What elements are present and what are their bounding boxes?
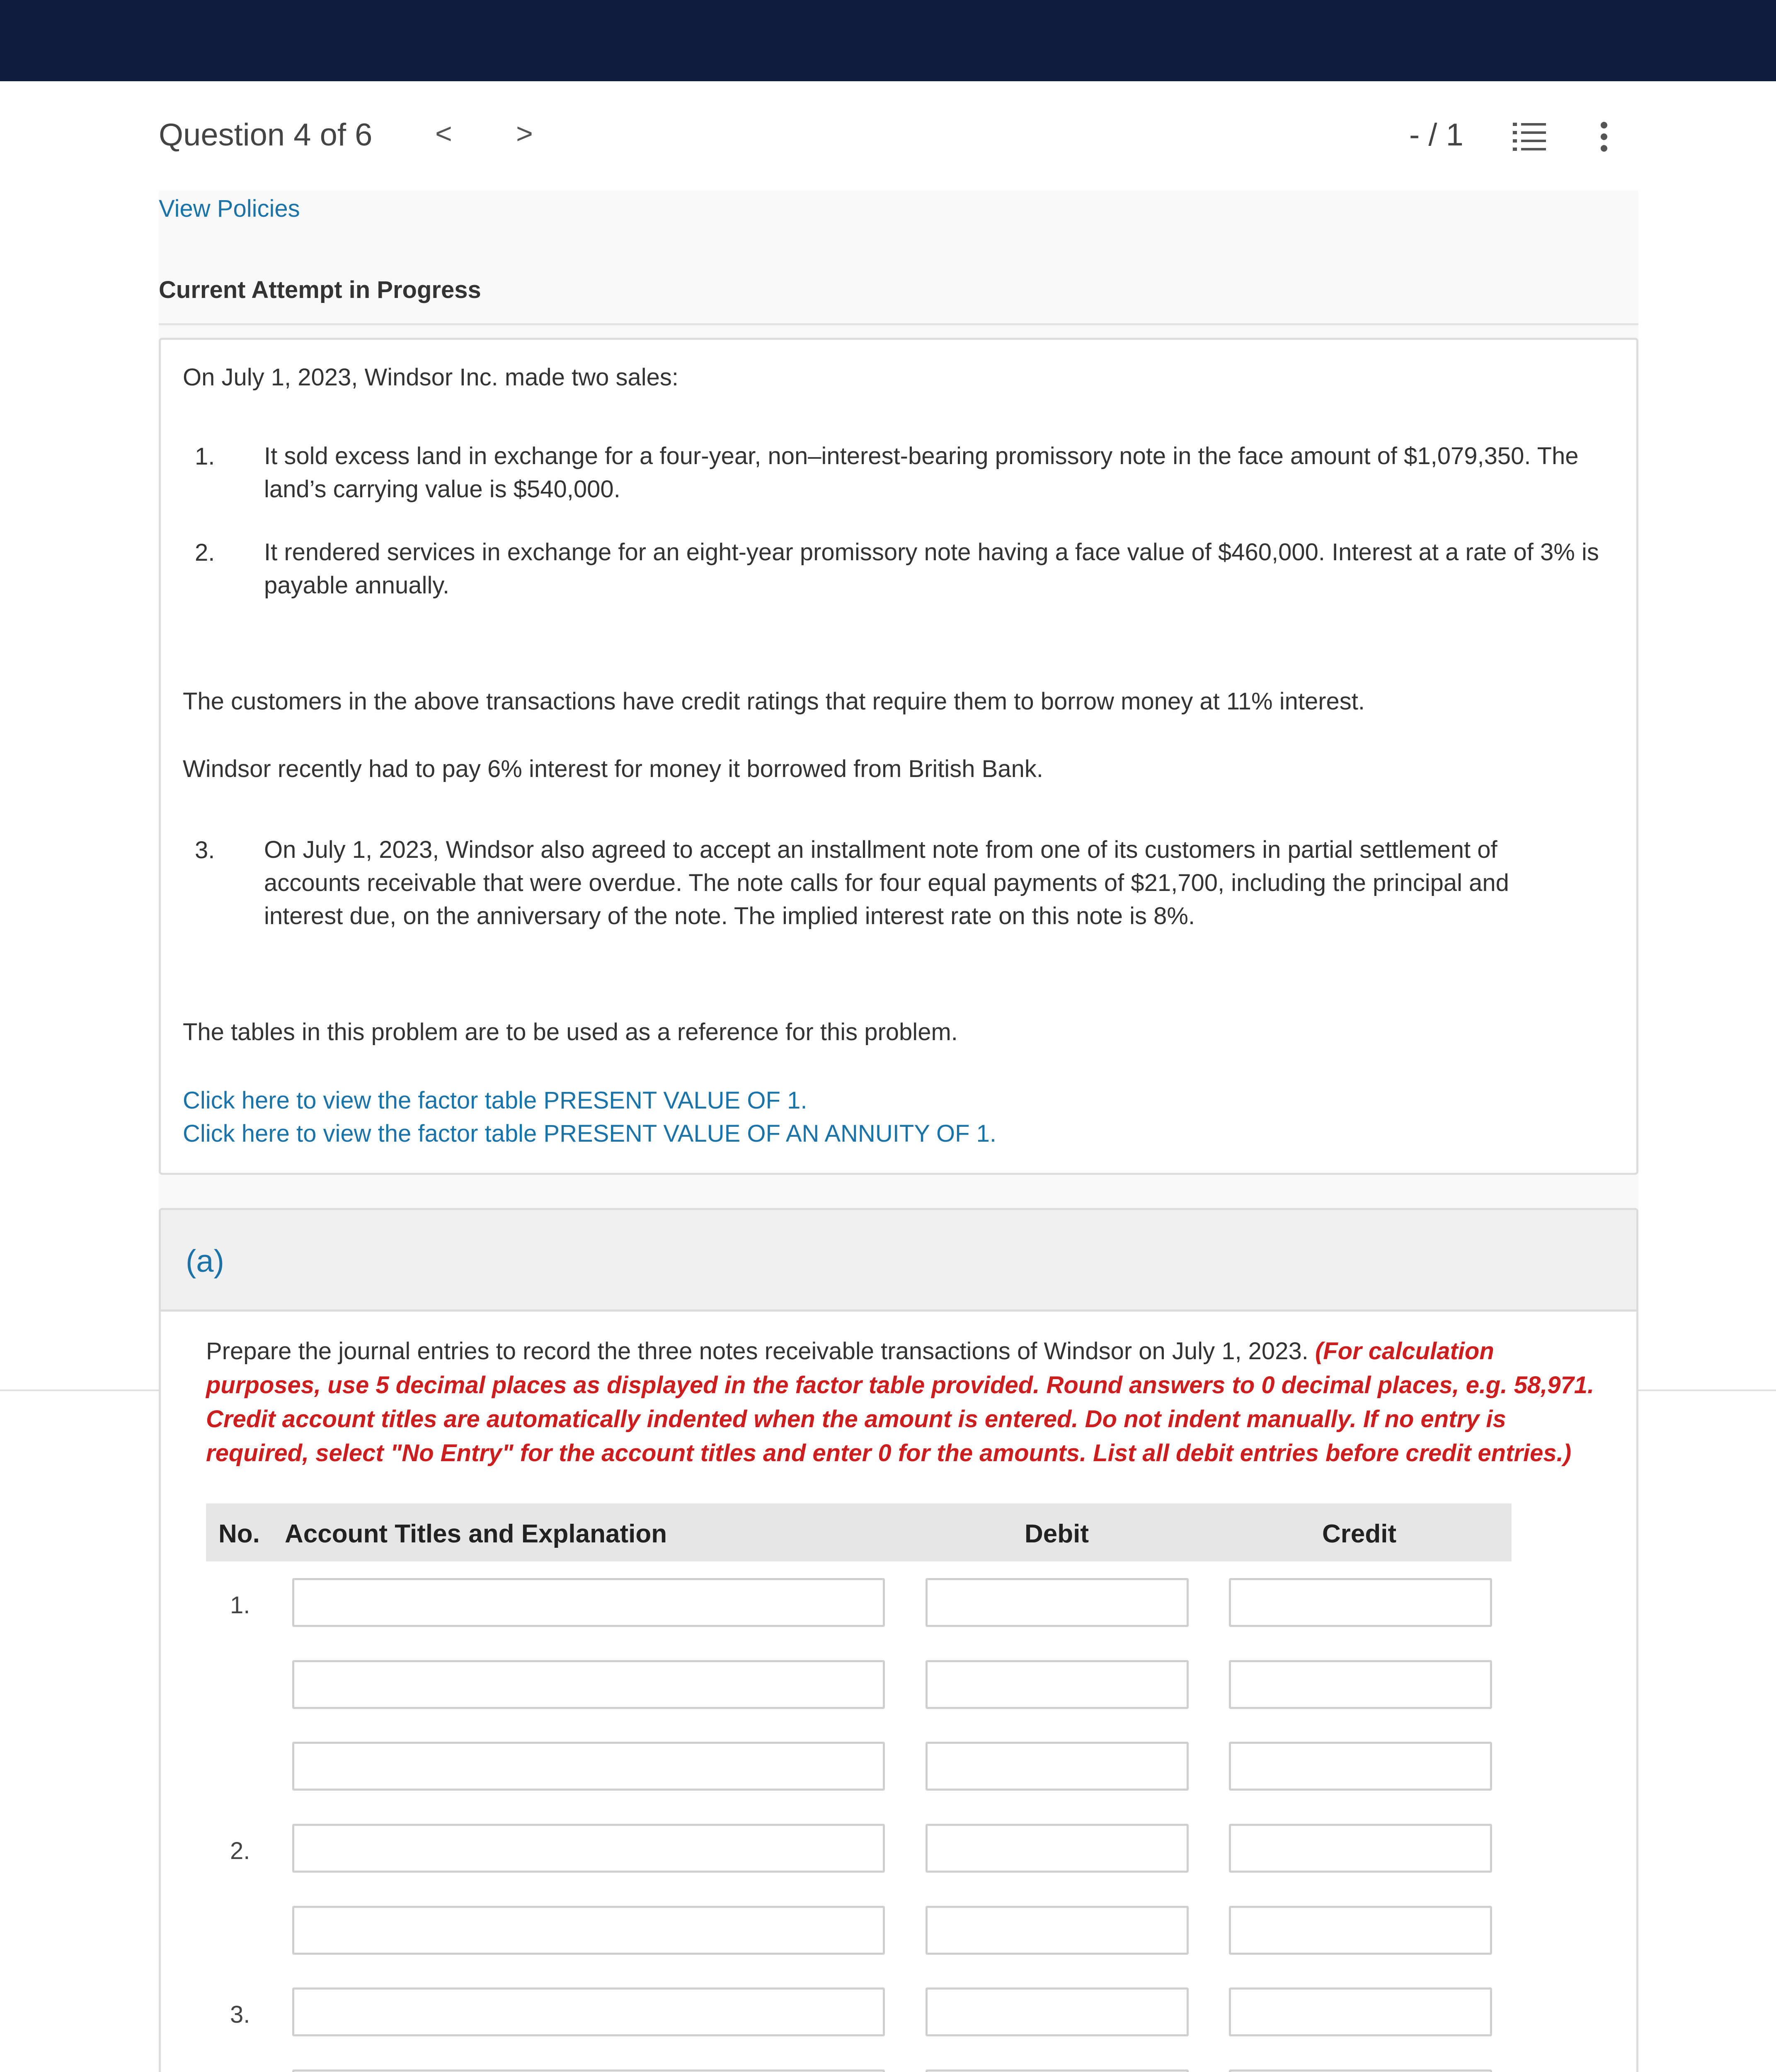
account-title-input[interactable] bbox=[292, 1824, 885, 1873]
credit-column-header: Credit bbox=[1322, 1520, 1397, 1548]
item-3-line-1: On July 1, 2023, Windsor also agreed to accept an installment note from one of its customers in partial settlement of bbox=[264, 836, 1497, 863]
part-a-header bbox=[161, 1210, 1636, 1312]
item-2-line-1: It rendered services in exchange for an eight-year promissory note having a face value of $460,000. Interest at a rate of 3% is bbox=[264, 539, 1599, 566]
credit-input[interactable] bbox=[1229, 1578, 1492, 1627]
credit-input[interactable] bbox=[1229, 1742, 1492, 1791]
account-title-input[interactable] bbox=[292, 2070, 885, 2072]
question-counter: Question 4 of 6 bbox=[159, 117, 373, 152]
more-options-icon[interactable] bbox=[1600, 120, 1608, 153]
item-number: 2. bbox=[195, 539, 215, 566]
credit-input[interactable] bbox=[1229, 2070, 1492, 2072]
pv-of-1-link[interactable]: Click here to view the factor table PRESENT VALUE OF 1. bbox=[183, 1087, 807, 1114]
debit-input[interactable] bbox=[926, 1824, 1189, 1873]
debit-input[interactable] bbox=[926, 2070, 1189, 2072]
entry-number: 1. bbox=[230, 1592, 250, 1619]
item-number: 1. bbox=[195, 443, 215, 470]
entry-number: 3. bbox=[230, 2001, 250, 2028]
journal-table-header bbox=[206, 1503, 1512, 1561]
credit-input[interactable] bbox=[1229, 1660, 1492, 1709]
credit-input[interactable] bbox=[1229, 1906, 1492, 1955]
item-3-line-3: interest due, on the anniversary of the note. The implied interest rate on this note is 8%. bbox=[264, 903, 1195, 929]
debit-input[interactable] bbox=[926, 1987, 1189, 2036]
top-navigation-bar bbox=[0, 0, 1776, 81]
previous-question-button[interactable]: < bbox=[435, 117, 452, 150]
credit-input[interactable] bbox=[1229, 1824, 1492, 1873]
item-3-line-2: accounts receivable that were overdue. The note calls for four equal payments of $21,700, including the principal and bbox=[264, 869, 1509, 896]
divider bbox=[159, 323, 1638, 325]
no-column-header: No. bbox=[218, 1520, 260, 1548]
account-title-input[interactable] bbox=[292, 1906, 885, 1955]
instructions-note: (For calculation purposes, use 5 decimal places as displayed in the factor table provided. Round answers to 0 decimal places, e.g. 58,971. Credit account titles are automatically indented when the amount is entered. Do not indent manually. If no entry is required, select "No Entry" for the account titles and enter 0 for the amounts. List all debit entries before credit entries.) bbox=[206, 1338, 1594, 1467]
question-list-icon[interactable] bbox=[1513, 120, 1546, 153]
pv-annuity-link[interactable]: Click here to view the factor table PRESENT VALUE OF AN ANNUITY OF 1. bbox=[183, 1120, 997, 1147]
view-policies-link[interactable]: View Policies bbox=[159, 195, 300, 222]
account-title-input[interactable] bbox=[292, 1578, 885, 1627]
current-attempt-label: Current Attempt in Progress bbox=[159, 276, 481, 303]
debit-input[interactable] bbox=[926, 1578, 1189, 1627]
account-title-input[interactable] bbox=[292, 1742, 885, 1791]
item-2-line-2: payable annually. bbox=[264, 572, 450, 599]
credit-rating-text: The customers in the above transactions have credit ratings that require them to borrow money at 11% interest. bbox=[183, 688, 1365, 715]
part-a-instructions bbox=[206, 1334, 1599, 1470]
windsor-rate-text: Windsor recently had to pay 6% interest for money it borrowed from British Bank. bbox=[183, 755, 1043, 782]
score-display: - / 1 bbox=[1409, 117, 1463, 152]
question-intro: On July 1, 2023, Windsor Inc. made two sales: bbox=[183, 364, 678, 391]
debit-input[interactable] bbox=[926, 1906, 1189, 1955]
entry-number: 2. bbox=[230, 1837, 250, 1864]
next-question-button[interactable]: > bbox=[516, 117, 533, 150]
debit-input[interactable] bbox=[926, 1742, 1189, 1791]
debit-column-header: Debit bbox=[1025, 1520, 1089, 1548]
item-1-line-2: land’s carrying value is $540,000. bbox=[264, 476, 620, 503]
debit-input[interactable] bbox=[926, 1660, 1189, 1709]
item-1-line-1: It sold excess land in exchange for a four-year, non–interest-bearing promissory note in the face amount of $1,079,350. The bbox=[264, 443, 1579, 470]
tables-note: The tables in this problem are to be used as a reference for this problem. bbox=[183, 1019, 958, 1046]
account-column-header: Account Titles and Explanation bbox=[285, 1520, 667, 1548]
item-number: 3. bbox=[195, 837, 215, 864]
part-a-label: (a) bbox=[186, 1244, 224, 1279]
credit-input[interactable] bbox=[1229, 1987, 1492, 2036]
account-title-input[interactable] bbox=[292, 1660, 885, 1709]
instructions-text: Prepare the journal entries to record the three notes receivable transactions of Windsor on July 1, 2023. bbox=[206, 1338, 1315, 1365]
account-title-input[interactable] bbox=[292, 1987, 885, 2036]
